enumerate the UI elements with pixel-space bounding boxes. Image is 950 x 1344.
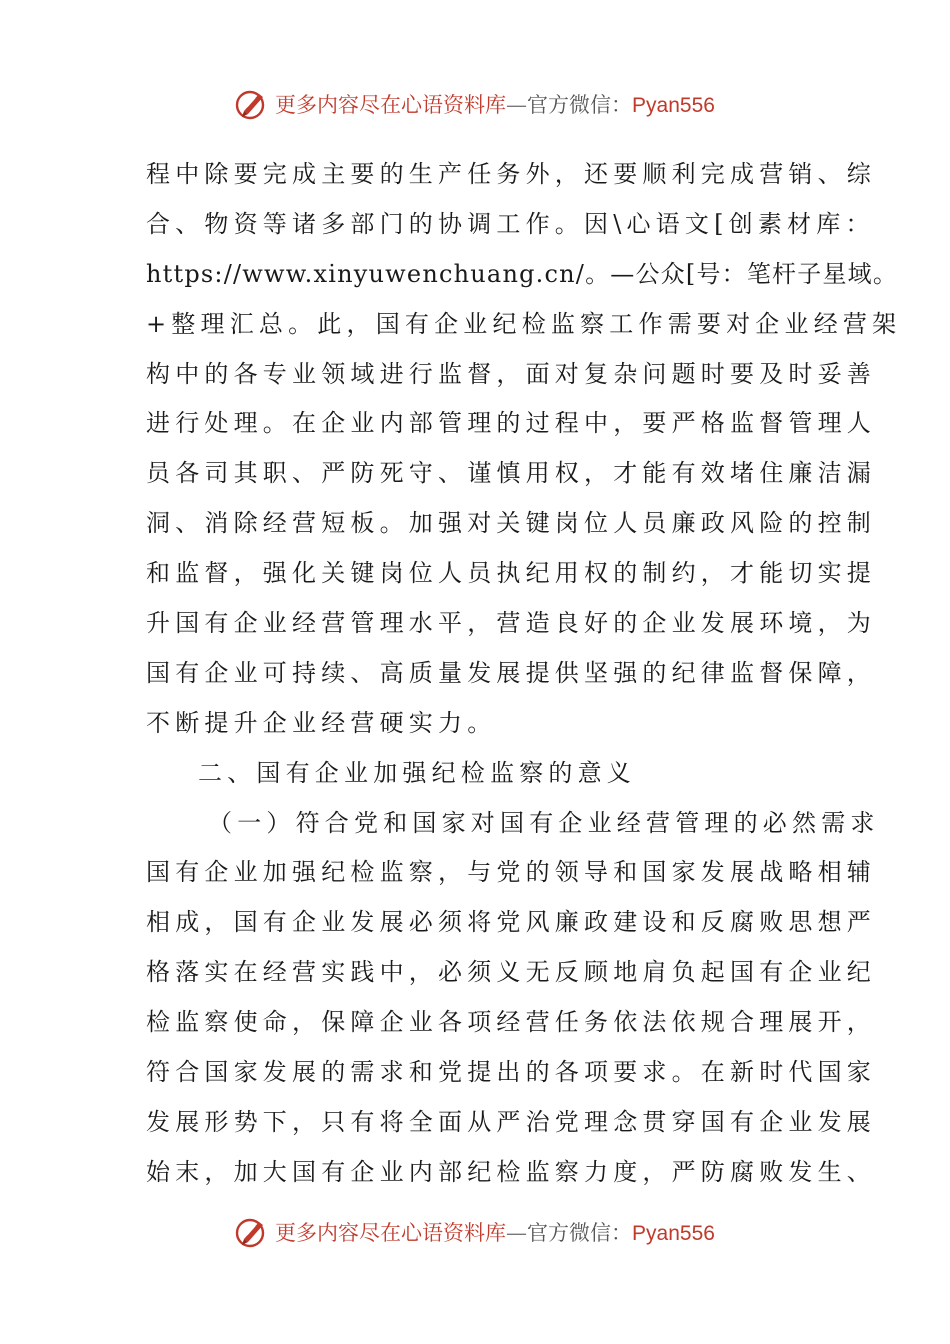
section-heading: 二、国有企业加强纪检监察的意义 [198,758,636,787]
banner-separator: — [506,1221,528,1245]
text-line: 合、物资等诸多部门的协调工作。因\心语文[创素材库： [146,209,875,238]
text-line: 升国有企业经营管理水平，营造良好的企业发展环境，为 [146,609,876,638]
document-body [146,150,902,1198]
text-line: 相成，国有企业发展必须将党风廉政建设和反腐败思想严 [146,908,876,937]
text-line: 进行处理。在企业内部管理的过程中，要严格监督管理人 [146,409,876,438]
text-line: 检监察使命，保障企业各项经营任务依法依规合理展开， [146,1008,876,1037]
banner-official-label: 官方微信： [527,93,633,117]
text-line: 国有企业加强纪检监察，与党的领导和国家发展战略相辅 [146,858,876,887]
text-line: 不断提升企业经营硬实力。 [146,708,497,737]
text-line: +整理汇总。此，国有企业纪检监察工作需要对企业经营架 [146,309,902,338]
text-line: 员各司其职、严防死守、谨慎用权，才能有效堵住廉洁漏 [146,459,876,488]
banner-text [275,89,715,119]
text-line: 格落实在经营实践中，必须义无反顾地肩负起国有企业纪 [146,958,876,987]
text-line: 发展形势下，只有将全面从严治党理念贯穿国有企业发展 [146,1107,876,1136]
text-line: 构中的各专业领域进行监督，面对复杂问题时要及时妥善 [146,359,876,388]
subsection-heading: （一）符合党和国家对国有企业经营管理的必然需求 [208,808,880,837]
banner-site-text: 更多内容尽在心语资料库 [275,93,507,117]
text-line: 和监督，强化关键岗位人员执纪用权的制约，才能切实提 [146,559,876,588]
banner-site-text: 更多内容尽在心语资料库 [275,1221,507,1245]
banner-wechat-id: Pyan556 [632,1222,715,1245]
text-line: 国有企业可持续、高质量发展提供坚强的纪律监督保障， [146,658,876,687]
text-line: 洞、消除经营短板。加强对关键岗位人员廉政风险的控制 [146,509,876,538]
text-line: 始末，加大国有企业内部纪检监察力度，严防腐败发生、 [146,1157,876,1186]
banner-official-label: 官方微信： [527,1221,633,1245]
text-line-url: https://www.xinyuwenchuang.cn/。—公众[号：笔杆子星域。 [146,259,899,288]
banner-wechat-id: Pyan556 [632,94,715,117]
text-line: 程中除要完成主要的生产任务外，还要顺利完成营销、综 [146,160,876,188]
pen-logo-icon [235,87,269,121]
footer-banner [0,1212,950,1252]
banner-text [275,1217,715,1247]
pen-logo-icon [235,1215,269,1249]
text-line: 符合国家发展的需求和党提出的各项要求。在新时代国家 [146,1058,876,1087]
header-banner [0,84,950,124]
banner-separator: — [506,93,528,117]
